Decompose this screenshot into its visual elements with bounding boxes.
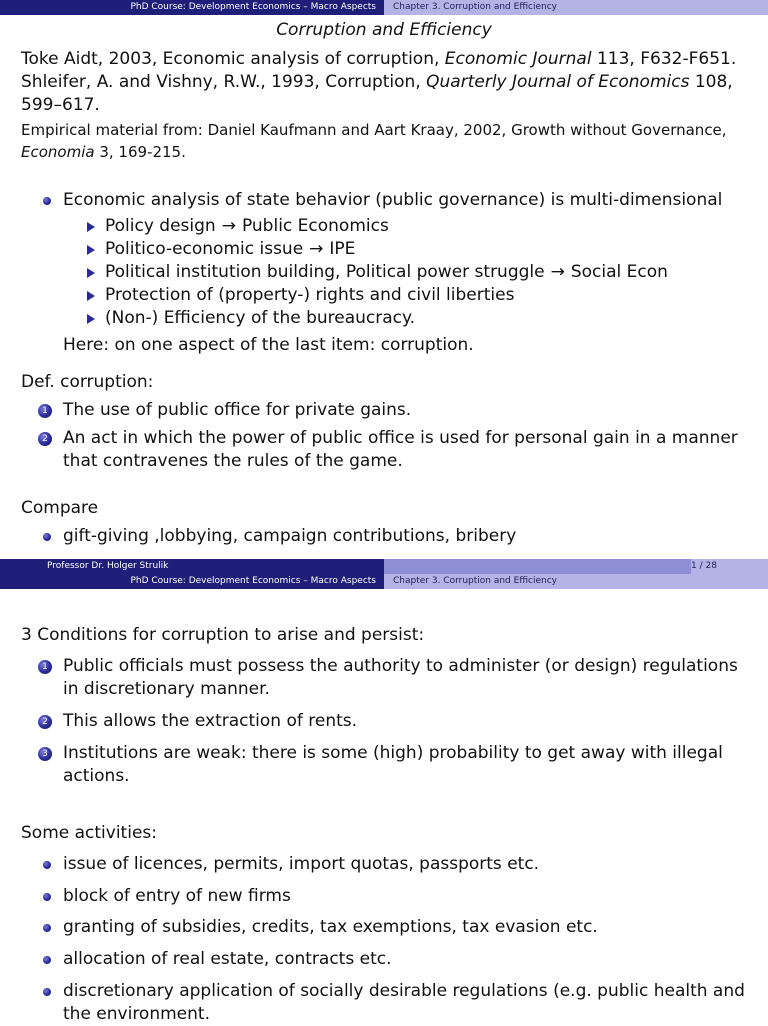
- slide-footer: [0, 559, 768, 574]
- sub-item: [105, 261, 668, 284]
- slide-header: [0, 574, 768, 589]
- number-2-icon: 2: [38, 432, 52, 446]
- triangle-bullet-icon: [87, 268, 95, 278]
- bullet-dot-icon: [43, 988, 51, 996]
- bullet-dot-icon: [43, 861, 51, 869]
- number-1-icon: 1: [38, 404, 52, 418]
- sub-item-text: Politico-economic issue: [105, 239, 304, 259]
- def-item: An act in which the power of public office is used for personal gain in a manner that contravenes the rules of the game.: [63, 428, 738, 471]
- activities-label: Some activities:: [21, 823, 157, 843]
- def-label: Def. corruption:: [21, 372, 154, 392]
- sub-item-target: Social Econ: [570, 262, 668, 282]
- ref-text: 3, 169-215.: [94, 143, 186, 161]
- triangle-bullet-icon: [87, 291, 95, 301]
- ref-journal: Economic Journal: [444, 49, 592, 69]
- triangle-bullet-icon: [87, 222, 95, 232]
- activity-item: allocation of real estate, contracts etc.: [63, 949, 392, 969]
- reference-aidt: [21, 48, 751, 71]
- sub-item: [105, 284, 514, 307]
- def-item: The use of public office for private gains.: [63, 400, 412, 420]
- number-1-icon: 1: [38, 660, 52, 674]
- here-note: Here: on one aspect of the last item: corruption.: [63, 335, 474, 355]
- sub-item-text: Protection of (property-) rights and civil liberties: [105, 285, 515, 305]
- triangle-bullet-icon: [87, 245, 95, 255]
- ref-journal: Quarterly Journal of Economics: [426, 72, 690, 92]
- arrow-right-icon: →: [309, 239, 324, 259]
- sub-item: [105, 307, 415, 330]
- header-course: PhD Course: Development Economics – Macro Aspects: [0, 574, 384, 589]
- footer-strip: [384, 559, 691, 574]
- footer-page-area: [384, 559, 768, 574]
- condition-item: This allows the extraction of rents.: [63, 711, 358, 731]
- compare-item: gift-giving ,lobbying, campaign contributions, bribery: [63, 526, 517, 546]
- activity-item: granting of subsidies, credits, tax exemptions, tax evasion etc.: [63, 917, 598, 937]
- compare-label: Compare: [21, 498, 99, 518]
- sub-item-target: IPE: [329, 239, 356, 259]
- activity-item: block of entry of new firms: [63, 886, 291, 906]
- bullet-dot-icon: [43, 956, 51, 964]
- ref-journal: Economia: [21, 143, 95, 161]
- slide-title: Corruption and Efficiency: [276, 20, 492, 40]
- sub-item-text: (Non-) Efficiency of the bureaucracy.: [105, 308, 416, 328]
- bullet-dot-icon: [43, 197, 51, 205]
- header-chapter: Chapter 3. Corruption and Efficiency: [384, 0, 768, 15]
- ref-text: 113, F632-F651.: [591, 49, 737, 69]
- header-course: PhD Course: Development Economics – Macro Aspects: [0, 0, 384, 15]
- bullet-dot-icon: [43, 533, 51, 541]
- activity-item: discretionary application of socially desirable regulations (e.g. public health and the environment.: [63, 981, 745, 1024]
- arrow-right-icon: →: [550, 262, 565, 282]
- ref-text: 108, 599–617.: [21, 72, 733, 115]
- reference-kaufmann: [21, 119, 751, 163]
- ref-text: Empirical material from: Daniel Kaufmann and Aart Kraay, 2002, Growth without Governance,: [21, 121, 727, 139]
- condition-item: Public officials must possess the authority to administer (or design) regulations in discretionary manner.: [63, 656, 738, 699]
- sub-item: [105, 238, 355, 261]
- condition-item: Institutions are weak: there is some (high) probability to get away with illegal actions.: [63, 743, 723, 786]
- activity-item: issue of licences, permits, import quotas, passports etc.: [63, 854, 540, 874]
- bullet-dot-icon: [43, 893, 51, 901]
- triangle-bullet-icon: [87, 314, 95, 324]
- header-chapter: Chapter 3. Corruption and Efficiency: [384, 574, 768, 589]
- number-2-icon: 2: [38, 715, 52, 729]
- ref-text: Toke Aidt, 2003, Economic analysis of corruption,: [21, 49, 445, 69]
- reference-shleifer: [21, 71, 751, 117]
- conditions-label: 3 Conditions for corruption to arise and persist:: [21, 625, 425, 645]
- ref-text: Shleifer, A. and Vishny, R.W., 1993, Corruption,: [21, 72, 427, 92]
- slide-2: [0, 574, 768, 1024]
- main-bullet-text: Economic analysis of state behavior (public governance) is multi-dimensional: [63, 190, 723, 210]
- page-number: 1 / 28: [691, 561, 717, 571]
- arrow-right-icon: →: [221, 216, 236, 236]
- sub-item-text: Policy design: [105, 216, 216, 236]
- number-3-icon: 3: [38, 747, 52, 761]
- sub-item-target: Public Economics: [241, 216, 389, 236]
- sub-item: [105, 215, 389, 238]
- bullet-dot-icon: [43, 924, 51, 932]
- slide-header: [0, 0, 768, 15]
- sub-item-text: Political institution building, Political power struggle: [105, 262, 545, 282]
- footer-author: Professor Dr. Holger Strulik: [0, 559, 384, 574]
